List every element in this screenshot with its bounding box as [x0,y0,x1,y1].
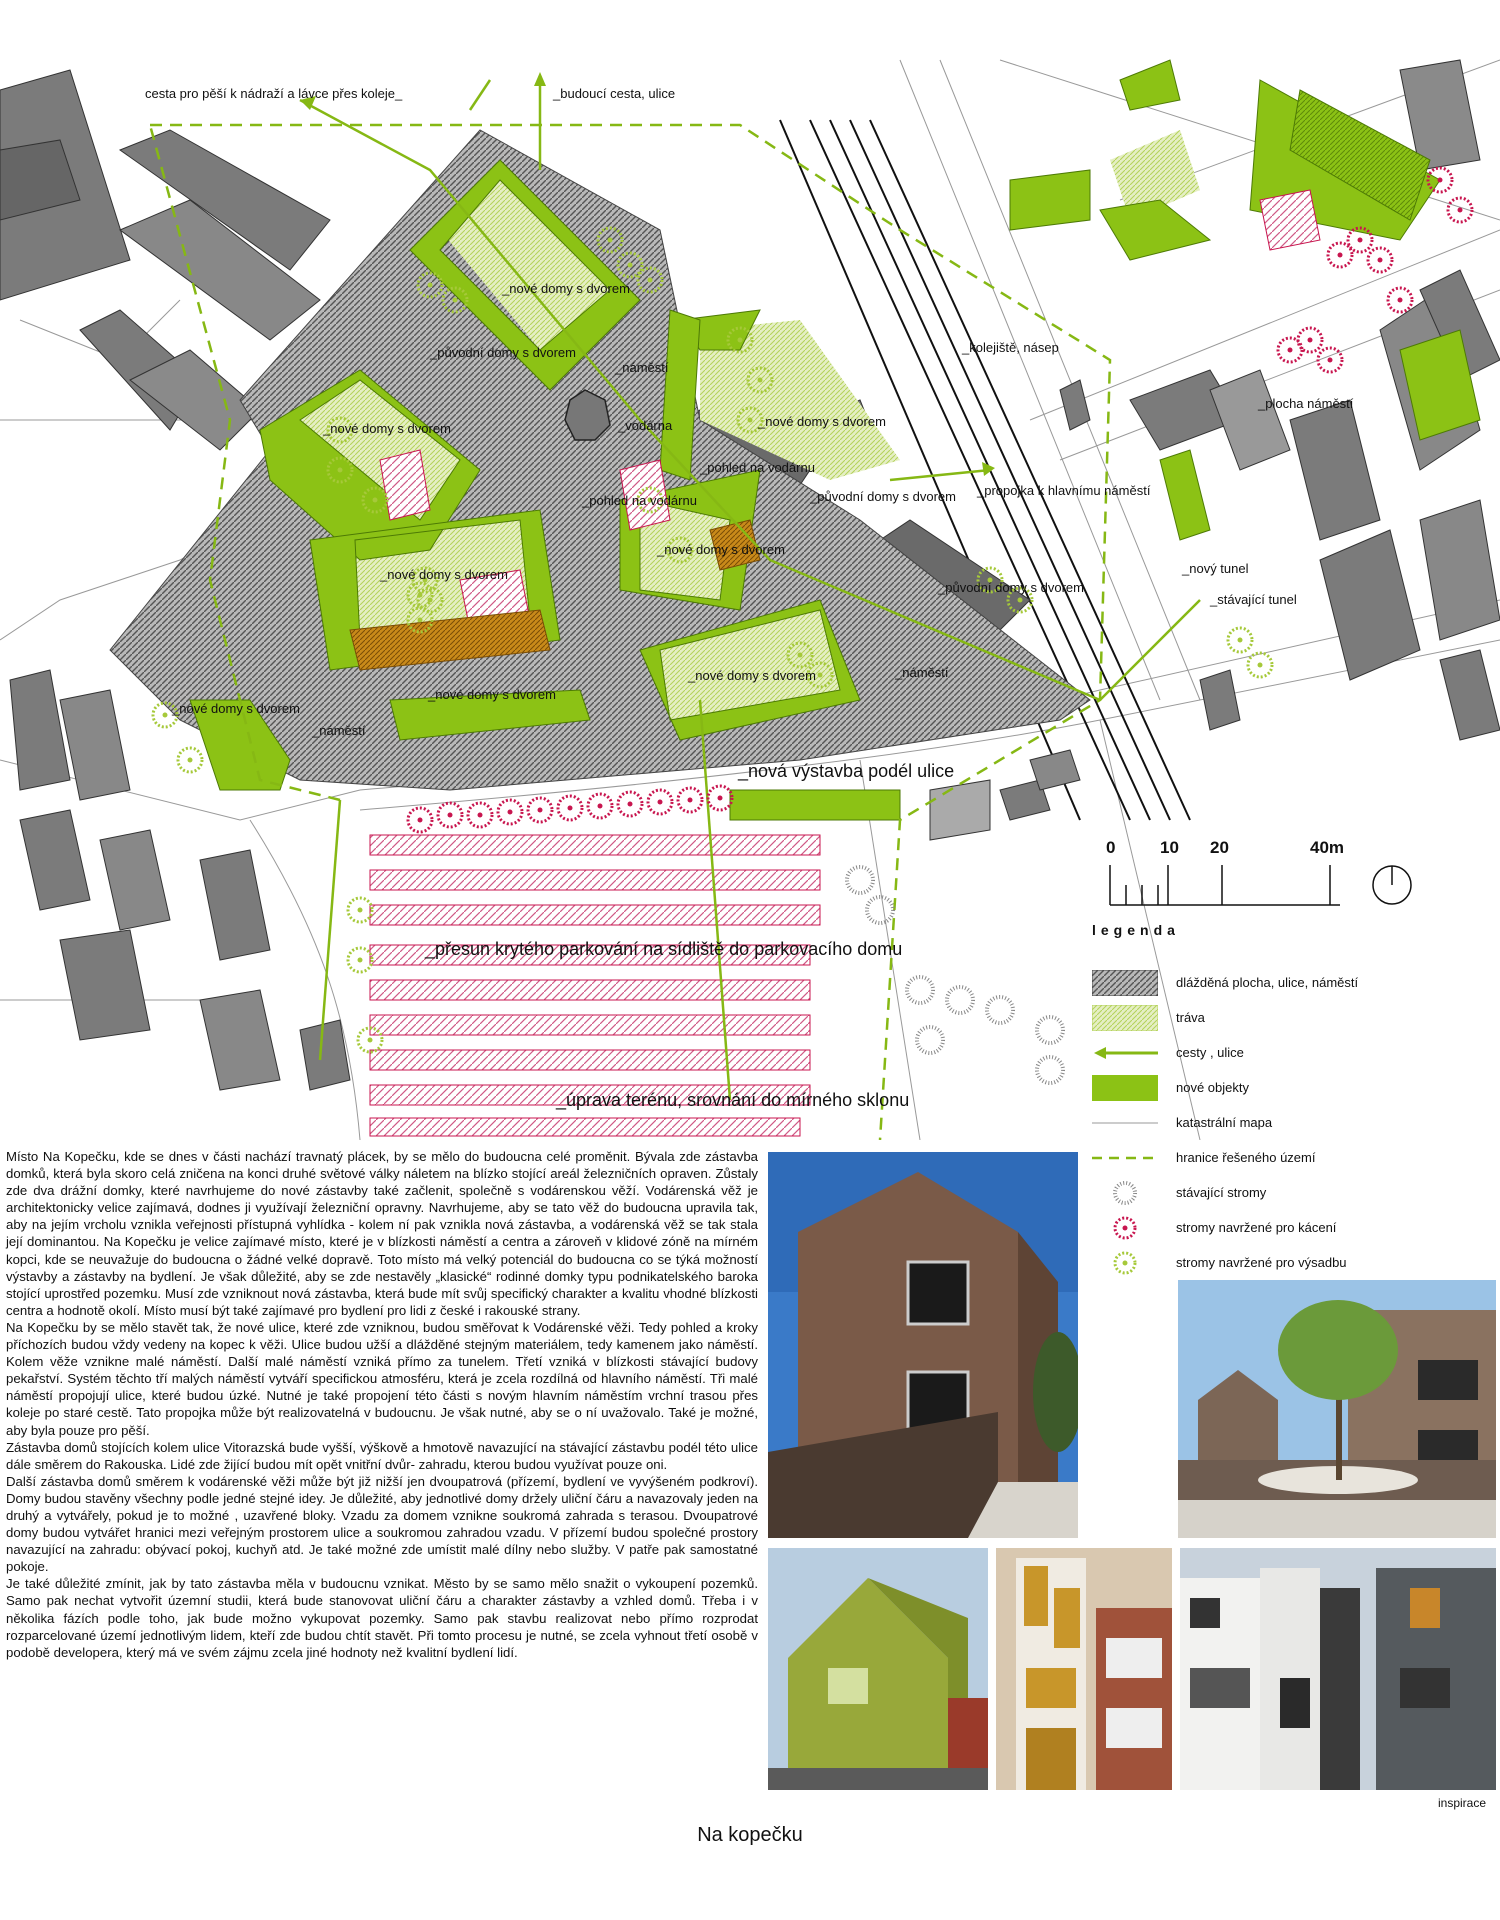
label-new-street-development: _nová výstavba podél ulice [738,761,955,781]
scale-tick-20: 20 [1210,838,1229,857]
legend-paths: cesty , ulice [1092,1040,1492,1070]
label-new-houses-6: _nové domy s dvorem [688,668,816,683]
path-arrow-icon [1092,1040,1158,1066]
label-terrain-adjustment: _úprava terénu, srovnání do mírného sklonu [556,1090,910,1110]
photos-caption: inspirace [1438,1796,1487,1810]
label-new-houses-1: _nové domy s dvorem [502,281,630,296]
label-original-houses-2: _původní domy s dvorem [810,489,956,504]
photo-courtyard-tree [1178,1280,1496,1538]
label-square-3: _náměstí [312,723,366,738]
legend-felling-trees: stromy navržené pro kácení [1092,1215,1492,1245]
label-new-houses-2: _nové domy s dvorem [323,421,451,436]
tree-felling-icon [1092,1215,1158,1241]
label-square-1: _náměstí [615,360,669,375]
paragraph-2: Na Kopečku by se mělo stavět tak, že nové ulice, které zde vzniknou, budou směřovat k Vodárenské věži. Tedy pohled a kroky příchozích budou vždy vedeny na kopec k věži. Ulice budou užší a dlážděné stejným materiálem, tedy kamenem jako náměstí. Kolem věže vznikne malé náměstí. Další malé náměstí vzniká přímo za tunelem. Třetí vzniká v blízkosti stávající budovy pekařství. Systém těchto tří malých náměstí vytváří specifickou atmosféru, která je zcela rozdílná od hlavního náměstí. Tři malé náměstí propojují ulice, které budou úzké. Nutné je také propojení této části s novým hlavním náměstím vrchní trasou přes koleje po staré cestě. Tato propojka může být realizovatelná v budoucnu. Je však nutné, aby se o ní uvažovalo. Také je možné, aby byla pouze pro pěší. [6,1319,758,1438]
paragraph-5: Je také důležité zmínit, jak by tato zástavba měla v budoucnu vznikat. Město by se samo mělo snažit o vykoupení pozemků. Samo pak nechat vytvořit územní studii, která bude stanovovat uliční čáru a charakter zástavby a vzhled domů. Třeba i v několika fázích podle toho, jak bude možno vykupovat pozemky. Samo pak stavbu realizovat nebo přímo rozprodat rozparcelované území jednotlivým lidem, kteří zde budou chtít stavět. Při tomto procesu je nutné, se zcela vyhnout třetí osobě v podobě developera, který má ve svém zájmu zcela jiné hodnoty než kvalitní bydlení lidí. [6,1576,758,1660]
photo-gabled-house-alley [768,1152,1078,1538]
legend-paving: dlážděná plocha, ulice, náměstí [1092,970,1492,1000]
legend-boundary: hranice řešeného území [1092,1145,1492,1175]
cadastral-line-icon [1092,1110,1158,1136]
legend-planting-trees: stromy navržené pro výsadbu [1092,1250,1492,1280]
legend-new-objects: nové objekty [1092,1075,1492,1105]
boundary-dash-icon [1092,1145,1158,1171]
scale-tick-10: 10 [1160,838,1179,857]
label-original-houses-3: _původní domy s dvorem [938,580,1084,595]
label-water-tower: _vodárna [618,418,673,433]
photo-narrow-facade [996,1548,1172,1790]
photo-modern-row-houses [1180,1548,1496,1790]
label-existing-tunnel: _stávající tunel [1210,592,1297,607]
legend-cadastral: katastrální mapa [1092,1110,1492,1140]
label-new-houses-4: _nové domy s dvorem [657,542,785,557]
scale-tick-40: 40m [1310,838,1345,857]
legend-grass: tráva [1092,1005,1492,1035]
label-new-houses-3: _nové domy s dvorem [758,414,886,429]
label-new-houses-7: _nové domy s dvorem [428,687,556,702]
label-rail-yard: _kolejiště, násep [962,340,1059,355]
paving-swatch-icon [1092,970,1158,996]
scale-tick-0: 0 [1106,838,1116,857]
label-square-2: _náměstí [895,665,949,680]
paragraph-1: Místo Na Kopečku, kde se dnes v části nachází travnatý plácek, by se mělo do budoucna celé proměnit. Bývala zde zástavba domků, která byla skoro celá zničena na konci druhé světové války náletem na blízko stojící areál železničních opraven. Zůstaly zde dva drážní domky, které navrhujeme do nové zástavby také začlenit, společně s vodárenskou věží. Vodárenská věž je architektonicky velice zajímavá, dodnes ji využívají železniční opravny. Navrhujeme, aby se tato věž do budoucna upravila tak, aby na jejím vrcholu vznikla veřejnosti přístupná vyhlídka - kolem ní pak vznikla nová zástavba, a vodárenská věž se tak stala její dominantou. Na Kopečku je velice zajímavé místo, které je v blízkosti náměstí a centra a zároveň v klidové zóně na mírném kopci, kde se neuvažuje do budoucna o žádné velké dopravě. Toto místo má velký potenciál do budoucna co se týká možností výstavby a zástavby na bydlení. Je však důležité, aby se zde nestavěly „klasické“ rodinné domky typu podnikatelského baroka stojící uprostřed pozemku. Musí zde vzniknout nová zástavba, která bude mít svůj specifický charakter a kvalitu vhodné blízkosti centra a hodnotě okolí. Místo musí být také zajímavé pro bydlení pro lidi z české i rakouské strany. [6,1149,758,1318]
tree-planting-icon [1092,1250,1158,1276]
label-square-area: _plocha náměstí [1258,396,1354,411]
label-parking-relocation: _přesun krytého parkování na sídliště do parkovacího domu [425,939,903,959]
label-new-houses-8: _nové domy s dvorem [172,701,300,716]
label-original-houses-1: _původní domy s dvorem [430,345,576,360]
label-future-street: _budoucí cesta, ulice [553,86,676,101]
label-pedestrian-path: cesta pro pěší k nádraží a lávce přes koleje_ [145,86,403,101]
photo-green-house [768,1548,988,1790]
label-new-tunnel: _nový tunel [1182,561,1249,576]
new-building-swatch-icon [1092,1075,1158,1101]
description-text [6,1148,758,1661]
paragraph-3: Zástavba domů stojících kolem ulice Vitorazská bude vyšší, výškově a hmotově navazující na stávající zástavbu podél této ulice dále směrem do Rakouska. Lidé zde žijící budou mít opět vnitřní dvůr- zahradu, kterou budou využívat pouze oni. [6,1439,758,1472]
page-title: Na kopečku [697,1824,803,1846]
label-view-tower-1: _pohled na vodárnu [700,460,815,475]
scale-bar [1106,838,1411,905]
grass-swatch-icon [1092,1005,1158,1031]
legend-existing-trees: stávající stromy [1092,1180,1492,1210]
label-new-houses-5: _nové domy s dvorem [380,567,508,582]
tree-existing-icon [1092,1180,1158,1206]
label-view-tower-2: _pohled na vodárnu [582,493,697,508]
legend-title: legenda [1092,922,1180,938]
label-link-main-square: _propojka k hlavnímu náměstí [977,483,1151,498]
paragraph-4: Další zástavba domů směrem k vodárenské věži může být již nižší jen dvoupatrová (přízemí, bydlení ve vyvýšeném podkroví). Domy budou stavěny všechny podle jedné stejné idey. Je důležité, aby jednotlivé domy držely uliční čáru a navazovaly jeden na druhý a vytvářely, pokud je to možné , uzavřené bloky. Vzadu za domem vznikne soukromá zahrada s terasou. Dvoupatrové domy budou vytvářet hranici mezi veřejným prostorem ulice a soukromou zahradou vzadu. V přízemí budou společné prostory navazující na zahradu: obývací pokoj, kuchyň atd. Je také možné zde umístit malé dílny nebo služby. V patře pak samostatné pokoje. [6,1473,758,1575]
